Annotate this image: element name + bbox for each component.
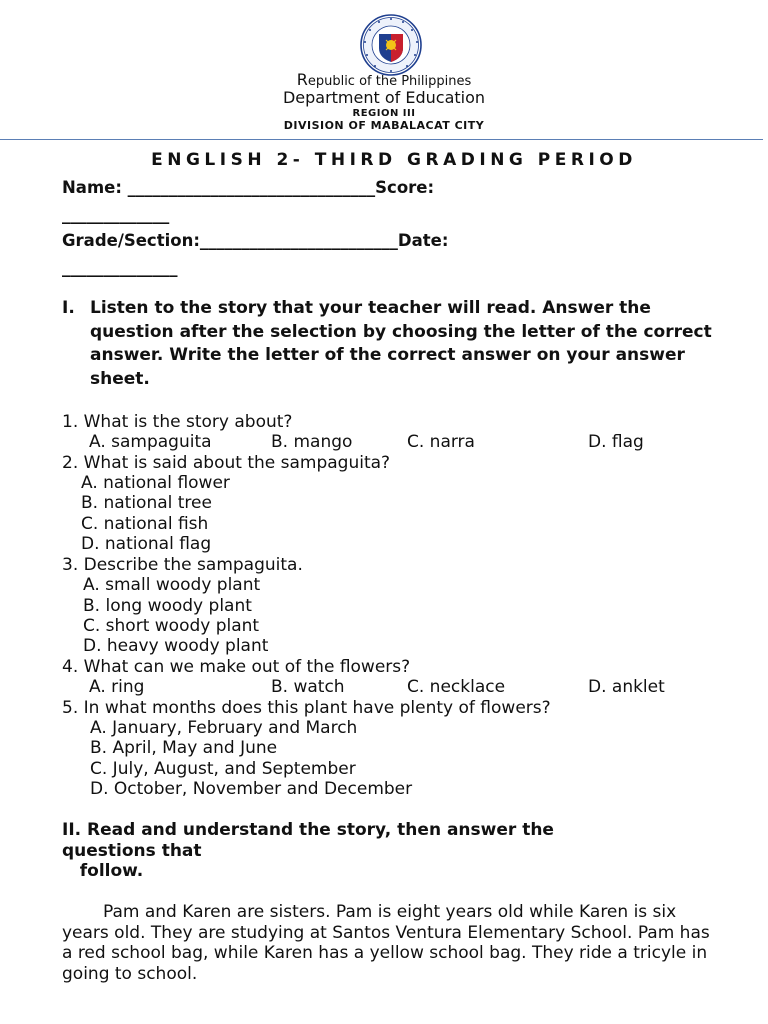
q4-option-d[interactable]: D. anklet (588, 677, 665, 697)
q2-option-a[interactable]: A. national flower (81, 473, 230, 493)
q1-option-b[interactable]: B. mango (271, 432, 353, 452)
question-2: 2. What is said about the sampaguita? (62, 453, 391, 473)
part2-instruction (62, 820, 554, 882)
q4-option-a[interactable]: A. ring (89, 677, 145, 697)
q3-option-d[interactable]: D. heavy woody plant (83, 636, 269, 656)
date-field-continuation[interactable]: ______________ (62, 258, 178, 277)
division-heading: DIVISION OF MABALACAT CITY (283, 119, 485, 132)
part2-line-2: questions that (62, 840, 202, 861)
question-3: 3. Describe the sampaguita. (62, 555, 303, 575)
q5-option-b[interactable]: B. April, May and June (90, 738, 278, 758)
header-divider (0, 139, 763, 140)
story-paragraph: Pam and Karen are sisters. Pam is eight years old while Karen is six years old. They are studying at Santos Ventura Elementary School. Pam has a red school bag, while Karen has a yellow school bag. They ride a tricyle in going to school. (62, 902, 710, 984)
q2-option-b[interactable]: B. national tree (81, 493, 212, 513)
q5-option-d[interactable]: D. October, November and December (90, 779, 413, 799)
question-5: 5. In what months does this plant have plenty of flowers? (62, 698, 551, 718)
q5-option-a[interactable]: A. January, February and March (90, 718, 358, 738)
part2-line-1: II. Read and understand the story, then answer the (62, 820, 554, 840)
q3-option-c[interactable]: C. short woody plant (83, 616, 260, 636)
part1-instruction-text: Listen to the story that your teacher will read. Answer the question after the selection by choosing the letter of the correct answer. Write the letter of the correct answer on your answer sheet. (90, 298, 712, 389)
q3-option-b[interactable]: B. long woody plant (83, 596, 252, 616)
part1-instruction (62, 297, 722, 391)
q1-option-a[interactable]: A. sampaguita (89, 432, 212, 452)
q5-option-c[interactable]: C. July, August, and September (90, 759, 356, 779)
q4-option-c[interactable]: C. necklace (407, 677, 506, 697)
q1-option-d[interactable]: D. flag (588, 432, 644, 452)
q3-option-a[interactable]: A. small woody plant (83, 575, 261, 595)
republic-text: epublic of the Philippines (307, 74, 472, 89)
department-heading: Department of Education (282, 88, 486, 107)
question-4: 4. What can we make out of the flowers? (62, 657, 411, 677)
score-field-continuation[interactable]: _____________ (62, 205, 170, 224)
republic-initial: R (296, 70, 308, 89)
republic-heading (0, 70, 768, 89)
region-heading: REGION III (352, 108, 416, 119)
exam-title: ENGLISH 2- THIRD GRADING PERIOD (151, 150, 637, 170)
part2-line-3: follow. (62, 861, 144, 881)
q1-option-c[interactable]: C. narra (407, 432, 475, 452)
q4-option-b[interactable]: B. watch (271, 677, 345, 697)
name-score-field[interactable]: Name: ______________________________Score: (62, 178, 435, 197)
deped-seal-logo (355, 14, 427, 76)
grade-date-field[interactable]: Grade/Section:________________________Date: (62, 231, 449, 250)
question-1: 1. What is the story about? (62, 412, 293, 432)
q2-option-c[interactable]: C. national fish (81, 514, 209, 534)
part1-number: I. (62, 298, 75, 318)
q2-option-d[interactable]: D. national flag (81, 534, 212, 554)
